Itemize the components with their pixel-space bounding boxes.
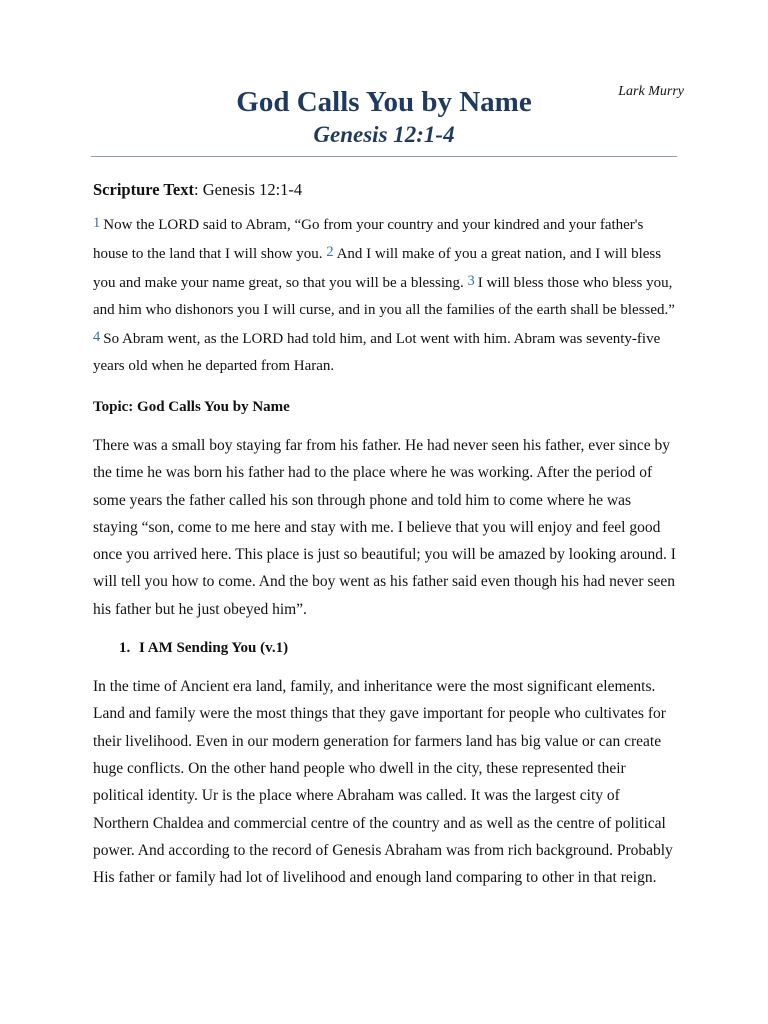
section-title: I AM Sending You (v.1) — [139, 640, 289, 657]
verse-number: 1 — [93, 215, 101, 231]
verse-number: 3 — [467, 273, 475, 289]
section-heading — [119, 635, 677, 661]
title-divider — [91, 156, 677, 157]
verse-text: Now the LORD said to Abram, “Go from your country and your kindred and your father's house to the land that I will show you. — [93, 217, 644, 262]
document-body — [93, 172, 677, 891]
scripture-text — [93, 210, 677, 380]
intro-paragraph: There was a small boy staying far from his father. He had never seen his father, ever since by the time he was born his father had to the place where he was working. After the period of some years the father called his son through phone and told him to come where he was staying “son, come to me here and stay with me. I believe that you will enjoy and feel good once you arrived here. This place is just so beautiful; you will be amazed by looking around. I will tell you how to come. And the boy went as his father said even though his had never seen his father but he just obeyed him”. — [93, 437, 676, 618]
verse-number: 2 — [326, 244, 334, 260]
verse-text: So Abram went, as the LORD had told him, and Lot went with him. Abram was seventy-five years old when he departed from Haran. — [93, 331, 661, 374]
scripture-label: Scripture Text — [93, 180, 194, 199]
verse-number: 4 — [93, 329, 101, 345]
verse-text: I will bless those who bless you, and him who dishonors you I will curse, and in you all the families of the earth shall be blessed.” — [93, 275, 675, 318]
author-name: Lark Murry — [618, 84, 684, 99]
section-number: 1. — [119, 640, 131, 657]
verse-text: And I will make of you a great nation, and I will bless you and make your name great, so that you will be a blessing. — [93, 246, 662, 291]
section-paragraph: In the time of Ancient era land, family, and inheritance were the most significant elements. Land and family were the most things that they gave important for people who cultivates for their livelihood. Even in our modern generation for farmers land has big value or can create huge conflicts. On the other hand people who dwell in the city, these represented their political identity. Ur is the place where Abraham was called. It was the largest city of Northern Chaldea and commercial centre of the country and as well as the centre of political power. And according to the record of Genesis Abraham was from rich background. Probably His father or family had lot of livelihood and enough land comparing to other in that reign. — [93, 678, 673, 887]
document-title: God Calls You by Name — [236, 86, 532, 118]
scripture-reference: : Genesis 12:1-4 — [194, 180, 303, 199]
document-subtitle: Genesis 12:1-4 — [313, 122, 455, 147]
topic-heading: Topic: God Calls You by Name — [93, 399, 290, 415]
scripture-heading — [93, 178, 677, 202]
